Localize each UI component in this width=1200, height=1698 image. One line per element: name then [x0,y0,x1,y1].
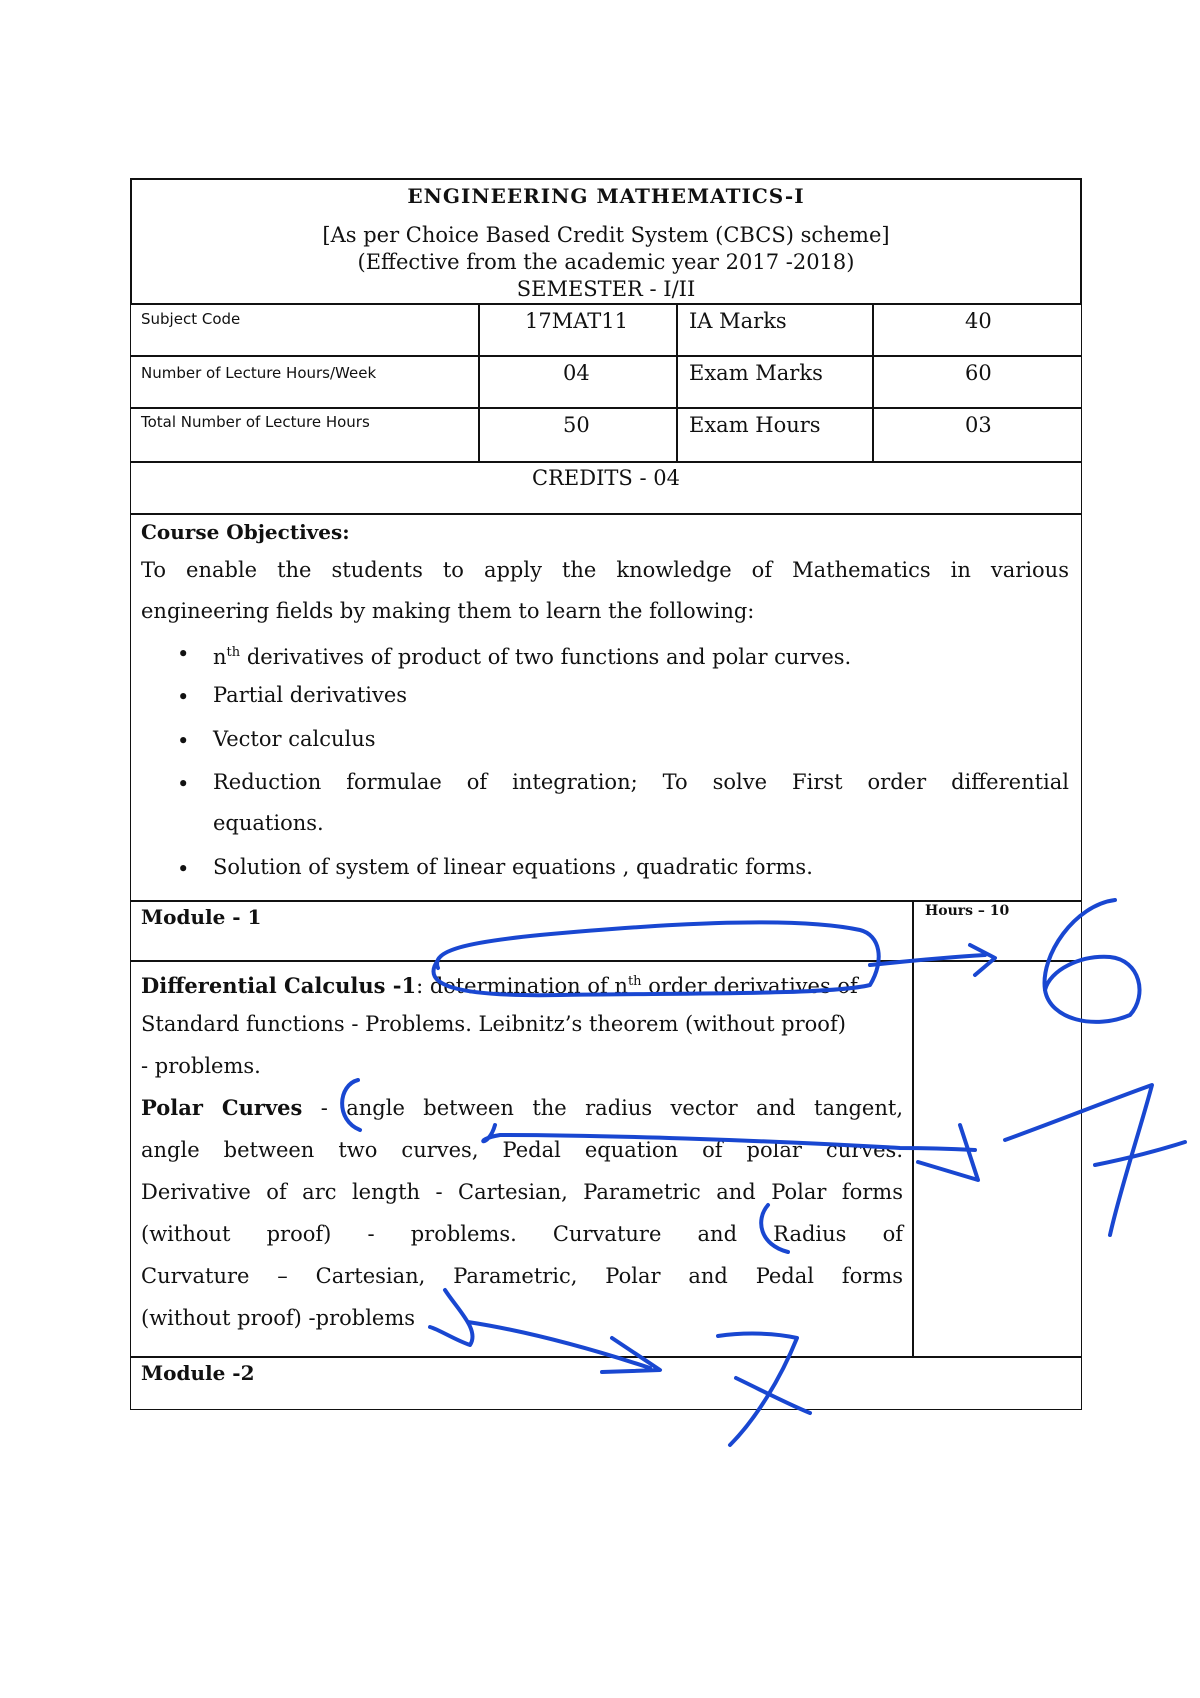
module1-line6: Derivative of arc length - Cartesian, Parametric and Polar forms [141,1180,903,1204]
module1-line9: (without proof) -problems [141,1306,416,1330]
exam-hours-label-cell [676,407,874,463]
lecture-hours-week-value-cell [478,355,678,409]
subject-code-value: 17MAT11 [525,309,628,333]
dc-text-2: order derivatives of [641,974,858,998]
module1-label-cell [130,900,914,962]
subject-code-label-cell [130,303,480,357]
dc-sup: th [627,974,642,989]
bullet-icon: • [177,729,190,753]
exam-marks-label-cell [676,355,874,409]
item4-text-2: equations. [213,811,324,835]
bullet-icon: • [177,642,190,666]
semester-line: SEMESTER - I/II [516,277,696,301]
module1-hours: Hours – 10 [925,903,1010,919]
dc-text-1: : determination of n [416,974,628,998]
item1-text: derivatives of product of two functions and polar curves. [240,645,852,669]
total-hours-value-cell [478,407,678,463]
lecture-hours-week-value: 04 [563,361,590,385]
credits-cell [130,461,1082,515]
objectives-intro-2: engineering fields by making them to learn the following: [141,599,755,623]
ia-marks-label-cell [676,303,874,357]
objectives-cell [130,513,1082,902]
module1-line5: angle between two curves, Pedal equation of polar curves. [141,1138,903,1162]
total-hours-value: 50 [563,413,590,437]
item1-n: n [213,645,227,669]
subject-code-label: Subject Code [141,310,241,328]
module2-cell [130,1356,1082,1410]
document-title: ENGINEERING MATHEMATICS-I [407,184,805,208]
effective-line: (Effective from the academic year 2017 -2018) [357,250,855,274]
objectives-heading: Course Objectives: [141,520,350,544]
item3-text: Vector calculus [213,727,376,751]
module1-line2: Standard functions - Problems. Leibnitz’s theorem (without proof) [141,1012,846,1036]
bullet-icon: • [177,685,190,709]
polar-curves-title: Polar Curves [141,1095,303,1120]
ia-marks-label: IA Marks [689,309,787,333]
item1-sup: th [226,645,241,660]
credits-text: CREDITS - 04 [532,466,680,490]
module1-label: Module - 1 [141,905,262,929]
differential-calculus-title: Differential Calculus -1 [141,973,417,998]
module1-hours-cell [912,900,1082,962]
total-hours-label: Total Number of Lecture Hours [141,413,370,431]
subject-code-value-cell [478,303,678,357]
module1-line3: - problems. [141,1054,261,1078]
exam-hours-value-cell [872,407,1082,463]
exam-marks-label: Exam Marks [689,361,823,385]
module2-label: Module -2 [141,1361,255,1385]
item5-text: Solution of system of linear equations , quadratic forms. [213,855,813,879]
exam-hours-label: Exam Hours [689,413,821,437]
module1-line8: Curvature – Cartesian, Parametric, Polar and Pedal forms [141,1264,903,1288]
objectives-intro-1: To enable the students to apply the knowledge of Mathematics in various [141,558,1069,582]
module1-hours-empty-cell [912,960,1082,1358]
pc-text: - angle between the radius vector and tangent, [302,1096,903,1120]
header-box [130,178,1082,305]
scheme-line: [As per Choice Based Credit System (CBCS) scheme] [322,223,890,247]
exam-marks-value: 60 [965,361,992,385]
module1-line7: (without proof) - problems. Curvature and Radius of [141,1222,903,1246]
exam-marks-value-cell [872,355,1082,409]
annotation-seven-1-bar [1095,1142,1185,1165]
lecture-hours-week-label-cell [130,355,480,409]
bullet-icon: • [177,772,190,796]
item4-text-1: Reduction formulae of integration; To solve First order differential [213,770,1069,794]
total-hours-label-cell [130,407,480,463]
item2-text: Partial derivatives [213,683,408,707]
exam-hours-value: 03 [965,413,992,437]
ia-marks-value-cell [872,303,1082,357]
ia-marks-value: 40 [965,309,992,333]
lecture-hours-week-label: Number of Lecture Hours/Week [141,364,377,382]
module1-content-cell [130,960,914,1358]
bullet-icon: • [177,857,190,881]
